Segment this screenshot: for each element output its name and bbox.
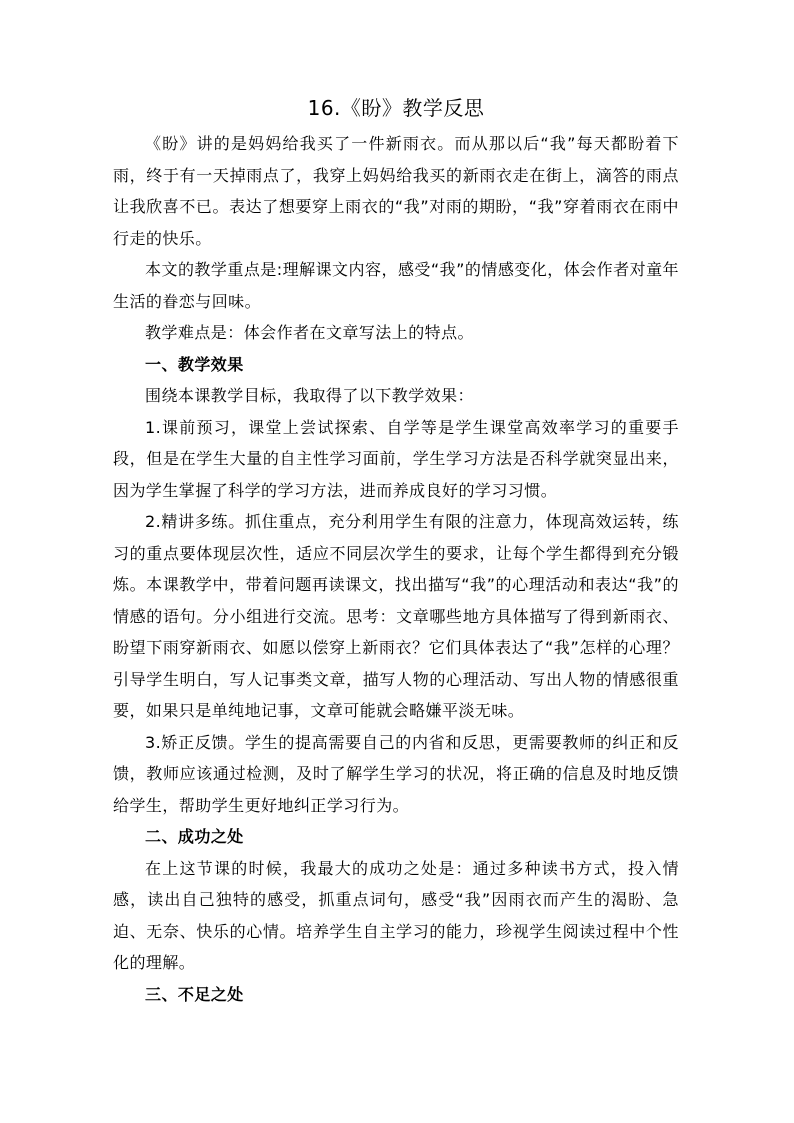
section-heading-shortcomings: 三、不足之处: [145, 984, 244, 1004]
teaching-effect-intro-paragraph: 围绕本课教学目标，我取得了以下教学效果：: [145, 386, 475, 405]
document-title: 16.《盼》教学反思: [307, 96, 485, 120]
teaching-focus-paragraph: 本文的教学重点是:理解课文内容，感受“我”的情感变化，体会作者对童年生活的眷恋与回味。: [113, 260, 679, 311]
teaching-effect-item-3: 3.矫正反馈。学生的提高需要自己的内省和反思，更需要教师的纠正和反馈，教师应该通过检测，及时了解学生学习的状况，将正确的信息及时地反馈给学生，帮助学生更好地纠正学习行为。: [113, 732, 679, 815]
section-heading-teaching-effect: 一、教学效果: [145, 354, 244, 374]
section-heading-success: 二、成功之处: [145, 827, 244, 846]
document-page: [113, 92, 679, 1010]
teaching-difficulty-paragraph: 教学难点是：体会作者在文章写法上的特点。: [145, 323, 475, 342]
teaching-effect-item-1: 1.课前预习，课堂上尝试探索、自学等是学生课堂高效率学习的重要手段，但是在学生大量的自主性学习面前，学生学习方法是否科学就突显出来，因为学生掌握了科学的学习方法，进而养成良好的学习习惯。: [113, 417, 679, 500]
teaching-effect-item-2: 2.精讲多练。抓住重点，充分利用学生有限的注意力，体现高效运转，练习的重点要体现层次性，适应不同层次学生的要求，让每个学生都得到充分锻炼。本课教学中，带着问题再读课文，找出描写“我”的心理活动和表达“我”的情感的语句。分小组进行交流。思考：文章哪些地方具体描写了得到新雨衣、盼望下雨穿新雨衣、如愿以偿穿上新雨衣？它们具体表达了“我”怎样的心理？引导学生明白，写人记事类文章，描写人物的心理活动、写出人物的情感很重要，如果只是单纯地记事，文章可能就会略嫌平淡无味。: [113, 512, 679, 720]
success-paragraph: 在上这节课的时候，我最大的成功之处是：通过多种读书方式，投入情感，读出自己独特的感受，抓重点词句，感受“我”因雨衣而产生的渴盼、急迫、无奈、快乐的心情。培养学生自主学习的能力，珍视学生阅读过程中个性化的理解。: [113, 858, 679, 972]
intro-paragraph: 《盼》讲的是妈妈给我买了一件新雨衣。而从那以后“我”每天都盼着下雨，终于有一天掉雨点了，我穿上妈妈给我买的新雨衣走在街上，滴答的雨点让我欣喜不已。表达了想要穿上雨衣的“我”对雨的期盼，“我”穿着雨衣在雨中行走的快乐。: [113, 134, 679, 248]
